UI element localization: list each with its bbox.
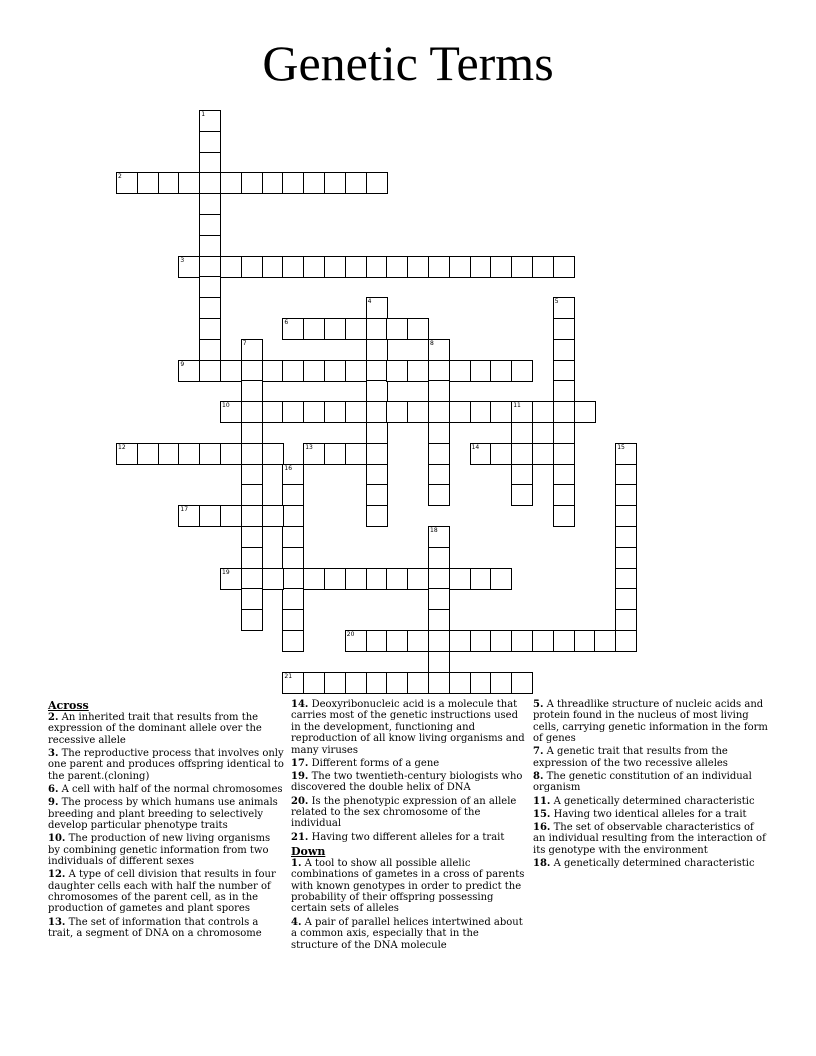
across-clue — [48, 712, 284, 746]
grid-cell[interactable] — [366, 630, 388, 652]
grid-cell[interactable] — [490, 672, 512, 694]
grid-cell[interactable] — [428, 464, 450, 486]
grid-cell[interactable] — [199, 276, 221, 298]
grid-cell[interactable] — [532, 630, 554, 652]
grid-cell[interactable] — [615, 505, 637, 527]
grid-cell[interactable] — [366, 422, 388, 444]
grid-cell[interactable] — [594, 630, 616, 652]
grid-cell[interactable] — [282, 360, 304, 382]
grid-cell[interactable] — [428, 630, 450, 652]
grid-cell[interactable] — [345, 360, 367, 382]
grid-cell[interactable] — [407, 318, 429, 340]
grid-cell[interactable] — [241, 547, 263, 569]
down-clue — [533, 746, 769, 769]
grid-cell[interactable] — [199, 152, 221, 174]
grid-cell[interactable] — [553, 401, 575, 423]
across-clue — [291, 699, 527, 756]
grid-cell[interactable] — [553, 464, 575, 486]
grid-cell[interactable] — [428, 609, 450, 631]
grid-cell[interactable] — [178, 443, 200, 465]
grid-cell[interactable] — [615, 568, 637, 590]
grid-cell[interactable] — [366, 339, 388, 361]
grid-cell[interactable] — [490, 401, 512, 423]
grid-cell[interactable] — [449, 568, 471, 590]
grid-cell[interactable] — [366, 360, 388, 382]
clue-number-label: 13 — [305, 443, 313, 451]
grid-cell[interactable] — [282, 464, 304, 486]
grid-cell[interactable] — [345, 172, 367, 194]
clue-number-label: 17 — [180, 506, 189, 514]
grid-cell[interactable] — [553, 360, 575, 382]
grid-cell[interactable] — [199, 360, 221, 382]
clue-number-label: 12 — [118, 443, 126, 451]
grid-cell[interactable] — [116, 172, 138, 194]
clue-number: 8. — [533, 771, 544, 783]
grid-cell[interactable] — [428, 339, 450, 361]
grid-cell[interactable] — [199, 110, 221, 132]
grid-cell[interactable] — [490, 256, 512, 278]
grid-cell[interactable] — [303, 360, 325, 382]
clue-number: 12. — [48, 869, 66, 881]
clue-number: 21. — [291, 831, 309, 843]
clue-number: 13. — [48, 916, 66, 928]
grid-cell[interactable] — [470, 401, 492, 423]
clue-text: The genetic constitution of an individual organism — [533, 771, 752, 794]
grid-cell[interactable] — [511, 422, 533, 444]
clue-number-label: 8 — [430, 339, 434, 347]
clue-number: 5. — [533, 699, 544, 710]
grid-cell[interactable] — [449, 672, 471, 694]
grid-cell[interactable] — [386, 360, 408, 382]
clue-number: 19. — [291, 771, 309, 783]
grid-cell[interactable] — [553, 630, 575, 652]
clue-number: 17. — [291, 757, 309, 769]
clue-text: Is the phenotypic expression of an allele related to the sex chromosome of the individual — [291, 795, 517, 830]
clue-number-label: 6 — [284, 319, 289, 326]
grid-cell[interactable] — [116, 443, 138, 465]
grid-cell[interactable] — [303, 172, 325, 194]
clue-number-label: 16 — [284, 464, 293, 472]
grid-cell[interactable] — [470, 630, 492, 652]
grid-cell[interactable] — [199, 339, 221, 361]
grid-cell[interactable] — [511, 464, 533, 486]
grid-cell[interactable] — [407, 256, 429, 278]
clue-number-label: 10 — [222, 402, 230, 410]
clue-number: 10. — [48, 833, 66, 845]
across-clue — [48, 917, 284, 940]
grid-cell[interactable] — [345, 256, 367, 278]
grid-cell[interactable] — [449, 256, 471, 278]
grid-cell[interactable] — [366, 568, 388, 590]
grid-cell[interactable] — [428, 588, 450, 610]
grid-cell[interactable] — [220, 443, 242, 465]
clues-column-1 — [48, 699, 284, 941]
grid-cell[interactable] — [553, 339, 575, 361]
grid-cell[interactable] — [282, 568, 304, 590]
grid-cell[interactable] — [428, 526, 450, 548]
clue-number-label: 3 — [180, 256, 185, 264]
grid-cell[interactable] — [220, 401, 242, 423]
grid-cell[interactable] — [158, 443, 180, 465]
grid-cell[interactable] — [324, 256, 346, 278]
clue-number-label: 1 — [201, 111, 206, 118]
grid-cell[interactable] — [428, 484, 450, 506]
grid-cell[interactable] — [428, 443, 450, 465]
clue-number: 7. — [533, 746, 544, 758]
clue-number-label: 14 — [471, 443, 480, 451]
grid-cell[interactable] — [158, 172, 180, 194]
grid-cell[interactable] — [449, 630, 471, 652]
grid-cell[interactable] — [553, 422, 575, 444]
across-clue — [291, 758, 527, 769]
clue-text: An inherited trait that results from the expression of the dominant allele over the recessive allele — [48, 712, 262, 746]
grid-cell[interactable] — [324, 401, 346, 423]
down-clue — [533, 858, 769, 869]
clue-text: The production of new living organisms by combining genetic information from two individuals of different sexes — [48, 833, 271, 868]
grid-cell[interactable] — [262, 172, 284, 194]
clues-column-3 — [533, 699, 769, 871]
grid-cell[interactable] — [366, 464, 388, 486]
grid-cell[interactable] — [282, 630, 304, 652]
grid-cell[interactable] — [428, 360, 450, 382]
clue-number-label: 19 — [222, 568, 230, 576]
grid-cell[interactable] — [553, 297, 575, 319]
grid-cell[interactable] — [366, 172, 388, 194]
clue-text: Having two different alleles for a trait — [311, 831, 505, 843]
grid-cell[interactable] — [178, 256, 200, 278]
across-clue — [291, 832, 527, 843]
clue-number: 15. — [533, 808, 551, 820]
grid-cell[interactable] — [199, 256, 221, 278]
grid-cell[interactable] — [511, 484, 533, 506]
grid-cell[interactable] — [262, 505, 284, 527]
grid-cell[interactable] — [241, 172, 263, 194]
grid-cell[interactable] — [615, 526, 637, 548]
clue-number-label: 5 — [554, 298, 559, 306]
grid-cell[interactable] — [303, 318, 325, 340]
grid-cell[interactable] — [241, 401, 263, 423]
clue-number-label: 7 — [242, 339, 247, 347]
grid-cell[interactable] — [220, 256, 242, 278]
grid-cell[interactable] — [241, 339, 263, 361]
down-clue — [533, 822, 769, 856]
across-heading: Across — [48, 699, 89, 712]
grid-cell[interactable] — [324, 443, 346, 465]
clue-number: 4. — [291, 916, 302, 928]
grid-cell[interactable] — [615, 464, 637, 486]
grid-cell[interactable] — [470, 443, 492, 465]
down-clue — [533, 809, 769, 820]
grid-cell[interactable] — [511, 630, 533, 652]
grid-cell[interactable] — [386, 672, 408, 694]
across-clue — [291, 771, 527, 794]
grid-cell[interactable] — [220, 172, 242, 194]
clue-text: A pair of parallel helices intertwined about a common axis, especially that in the structure of the DNA molecule — [291, 916, 523, 951]
clue-number-label: 15 — [617, 443, 625, 451]
clue-text: A type of cell division that results in four daughter cells each with half the number of chromosomes of the parent cell, as in the production of gametes and plant spores — [48, 869, 276, 915]
grid-cell[interactable] — [574, 630, 596, 652]
clue-number: 6. — [48, 784, 59, 796]
grid-cell[interactable] — [428, 672, 450, 694]
clue-number: 16. — [533, 822, 551, 834]
clue-number: 14. — [291, 699, 309, 710]
grid-cell[interactable] — [532, 401, 554, 423]
grid-cell[interactable] — [615, 484, 637, 506]
grid-cell[interactable] — [428, 401, 450, 423]
grid-cell[interactable] — [490, 568, 512, 590]
grid-cell[interactable] — [282, 505, 304, 527]
grid-cell[interactable] — [490, 630, 512, 652]
grid-cell[interactable] — [386, 256, 408, 278]
grid-cell[interactable] — [303, 256, 325, 278]
grid-cell[interactable] — [490, 360, 512, 382]
grid-cell[interactable] — [470, 256, 492, 278]
grid-cell[interactable] — [303, 672, 325, 694]
clue-number-label: 11 — [513, 402, 521, 410]
grid-cell[interactable] — [366, 380, 388, 402]
grid-cell[interactable] — [324, 360, 346, 382]
clue-number-label: 4 — [367, 298, 372, 306]
grid-cell[interactable] — [553, 318, 575, 340]
grid-cell[interactable] — [345, 318, 367, 340]
grid-cell[interactable] — [220, 360, 242, 382]
grid-cell[interactable] — [282, 401, 304, 423]
grid-cell[interactable] — [241, 422, 263, 444]
down-clue — [291, 917, 527, 951]
grid-cell[interactable] — [366, 484, 388, 506]
grid-cell[interactable] — [262, 443, 284, 465]
grid-cell[interactable] — [428, 651, 450, 673]
grid-cell[interactable] — [345, 401, 367, 423]
clues-column-2 — [291, 699, 527, 953]
grid-cell[interactable] — [241, 256, 263, 278]
grid-cell[interactable] — [220, 505, 242, 527]
grid-cell[interactable] — [407, 401, 429, 423]
grid-cell[interactable] — [199, 443, 221, 465]
clue-number-label: 9 — [180, 360, 185, 368]
grid-cell[interactable] — [178, 172, 200, 194]
grid-cell[interactable] — [615, 609, 637, 631]
grid-cell[interactable] — [241, 568, 263, 590]
grid-cell[interactable] — [553, 505, 575, 527]
grid-cell[interactable] — [262, 360, 284, 382]
grid-cell[interactable] — [615, 588, 637, 610]
grid-cell[interactable] — [553, 380, 575, 402]
grid-cell[interactable] — [407, 568, 429, 590]
grid-cell[interactable] — [324, 318, 346, 340]
grid-cell[interactable] — [386, 568, 408, 590]
grid-cell[interactable] — [282, 484, 304, 506]
clue-text: A genetic trait that results from the expression of the two recessive alleles — [533, 746, 728, 769]
grid-cell[interactable] — [220, 568, 242, 590]
grid-cell[interactable] — [282, 588, 304, 610]
grid-cell[interactable] — [470, 672, 492, 694]
grid-cell[interactable] — [407, 360, 429, 382]
clue-number: 3. — [48, 748, 59, 760]
grid-cell[interactable] — [282, 318, 304, 340]
grid-cell[interactable] — [615, 630, 637, 652]
grid-cell[interactable] — [615, 547, 637, 569]
grid-cell[interactable] — [511, 401, 533, 423]
clue-number-label: 2 — [118, 173, 122, 181]
grid-cell[interactable] — [428, 256, 450, 278]
clue-number: 9. — [48, 797, 59, 809]
grid-cell[interactable] — [345, 568, 367, 590]
grid-cell[interactable] — [511, 443, 533, 465]
grid-cell[interactable] — [303, 443, 325, 465]
puzzle-title: Genetic Terms — [262, 35, 554, 91]
grid-cell[interactable] — [178, 360, 200, 382]
grid-cell[interactable] — [511, 672, 533, 694]
grid-cell[interactable] — [241, 505, 263, 527]
clue-text: A genetically determined characteristic — [553, 858, 755, 870]
clue-text: The reproductive process that involves only one parent and produces offspring identical to the parent.(cloning) — [48, 748, 284, 782]
grid-cell[interactable] — [490, 443, 512, 465]
clue-text: A cell with half of the normal chromosomes — [61, 784, 283, 796]
grid-cell[interactable] — [199, 172, 221, 194]
grid-cell[interactable] — [366, 672, 388, 694]
grid-cell[interactable] — [241, 380, 263, 402]
grid-cell[interactable] — [282, 672, 304, 694]
clue-text: Different forms of a gene — [311, 757, 440, 769]
grid-cell[interactable] — [553, 484, 575, 506]
grid-cell[interactable] — [386, 630, 408, 652]
grid-cell[interactable] — [511, 360, 533, 382]
down-clue — [533, 796, 769, 807]
grid-cell[interactable] — [324, 172, 346, 194]
clue-text: Deoxyribonucleic acid is a molecule that carries most of the genetic instructions used in the development, functioning and reproduction of all know living organisms and many viruses — [291, 699, 525, 756]
grid-cell[interactable] — [428, 568, 450, 590]
grid-cell[interactable] — [262, 256, 284, 278]
grid-cell[interactable] — [615, 443, 637, 465]
grid-cell[interactable] — [199, 214, 221, 236]
clue-number: 11. — [533, 795, 551, 807]
grid-cell[interactable] — [407, 630, 429, 652]
grid-cell[interactable] — [303, 568, 325, 590]
across-clue — [48, 797, 284, 831]
clue-number: 18. — [533, 858, 551, 870]
grid-cell[interactable] — [241, 609, 263, 631]
clue-text: The set of information that controls a trait, a segment of DNA on a chromosome — [48, 916, 262, 940]
grid-cell[interactable] — [241, 588, 263, 610]
grid-cell[interactable] — [428, 380, 450, 402]
grid-cell[interactable] — [303, 401, 325, 423]
grid-cell[interactable] — [470, 360, 492, 382]
grid-cell[interactable] — [553, 443, 575, 465]
grid-cell[interactable] — [282, 172, 304, 194]
across-clue — [291, 796, 527, 830]
grid-cell[interactable] — [366, 318, 388, 340]
grid-cell[interactable] — [428, 547, 450, 569]
grid-cell[interactable] — [532, 443, 554, 465]
across-clue — [48, 748, 284, 782]
clue-number-label: 18 — [430, 527, 438, 534]
grid-cell[interactable] — [553, 256, 575, 278]
grid-cell[interactable] — [366, 401, 388, 423]
grid-cell[interactable] — [428, 422, 450, 444]
down-heading: Down — [291, 844, 326, 858]
grid-cell[interactable] — [366, 505, 388, 527]
clue-number: 1. — [291, 857, 302, 869]
grid-cell[interactable] — [366, 297, 388, 319]
grid-cell[interactable] — [386, 318, 408, 340]
grid-cell[interactable] — [241, 464, 263, 486]
grid-cell[interactable] — [407, 672, 429, 694]
grid-cell[interactable] — [241, 526, 263, 548]
grid-cell[interactable] — [386, 401, 408, 423]
clue-number: 2. — [48, 712, 59, 723]
clue-text: Having two identical alleles for a trait — [553, 808, 747, 820]
grid-cell[interactable] — [199, 505, 221, 527]
grid-cell[interactable] — [241, 443, 263, 465]
grid-cell[interactable] — [366, 256, 388, 278]
grid-cell[interactable] — [137, 443, 159, 465]
down-clue — [533, 699, 769, 745]
grid-cell[interactable] — [262, 401, 284, 423]
grid-cell[interactable] — [241, 484, 263, 506]
clue-text: The two twentieth-century biologists who discovered the double helix of DNA — [291, 771, 523, 794]
grid-cell[interactable] — [178, 505, 200, 527]
grid-cell[interactable] — [574, 401, 596, 423]
grid-cell[interactable] — [241, 360, 263, 382]
grid-cell[interactable] — [324, 568, 346, 590]
grid-cell[interactable] — [366, 443, 388, 465]
grid-cell[interactable] — [199, 235, 221, 257]
grid-cell[interactable] — [449, 401, 471, 423]
clue-text: The set of observable characteristics of an individual resulting from the interaction of its genotype with the environment — [533, 822, 766, 856]
clue-number-label: 20 — [346, 631, 355, 638]
clue-number-label: 21 — [284, 672, 293, 680]
grid-cell[interactable] — [199, 318, 221, 340]
across-clue — [48, 833, 284, 867]
down-clue — [533, 771, 769, 794]
grid-cell[interactable] — [532, 256, 554, 278]
grid-cell[interactable] — [345, 630, 367, 652]
grid-cell[interactable] — [137, 172, 159, 194]
grid-cell[interactable] — [199, 297, 221, 319]
clue-number: 20. — [291, 795, 309, 807]
grid-cell[interactable] — [345, 672, 367, 694]
grid-cell[interactable] — [345, 443, 367, 465]
grid-cell[interactable] — [282, 547, 304, 569]
across-clue — [48, 784, 284, 795]
grid-cell[interactable] — [282, 609, 304, 631]
grid-cell[interactable] — [199, 193, 221, 215]
grid-cell[interactable] — [324, 672, 346, 694]
grid-cell[interactable] — [282, 256, 304, 278]
grid-cell[interactable] — [262, 568, 284, 590]
clue-text: A genetically determined characteristic — [553, 795, 755, 807]
clue-text: A threadlike structure of nucleic acids and protein found in the nucleus of most living cells, carrying genetic information in the form of genes — [533, 699, 768, 745]
grid-cell[interactable] — [199, 131, 221, 153]
clue-text: A tool to show all possible allelic combinations of gametes in a cross of parents with known genotypes in order to predict the probability of their offspring possessing certain sets of alleles — [291, 857, 525, 915]
grid-cell[interactable] — [449, 360, 471, 382]
grid-cell[interactable] — [282, 526, 304, 548]
grid-cell[interactable] — [511, 256, 533, 278]
clue-text: The process by which humans use animals breeding and plant breeding to selectively develop particular phenotype traits — [48, 797, 278, 832]
down-clue — [291, 858, 527, 915]
grid-cell[interactable] — [470, 568, 492, 590]
across-clue — [48, 869, 284, 915]
